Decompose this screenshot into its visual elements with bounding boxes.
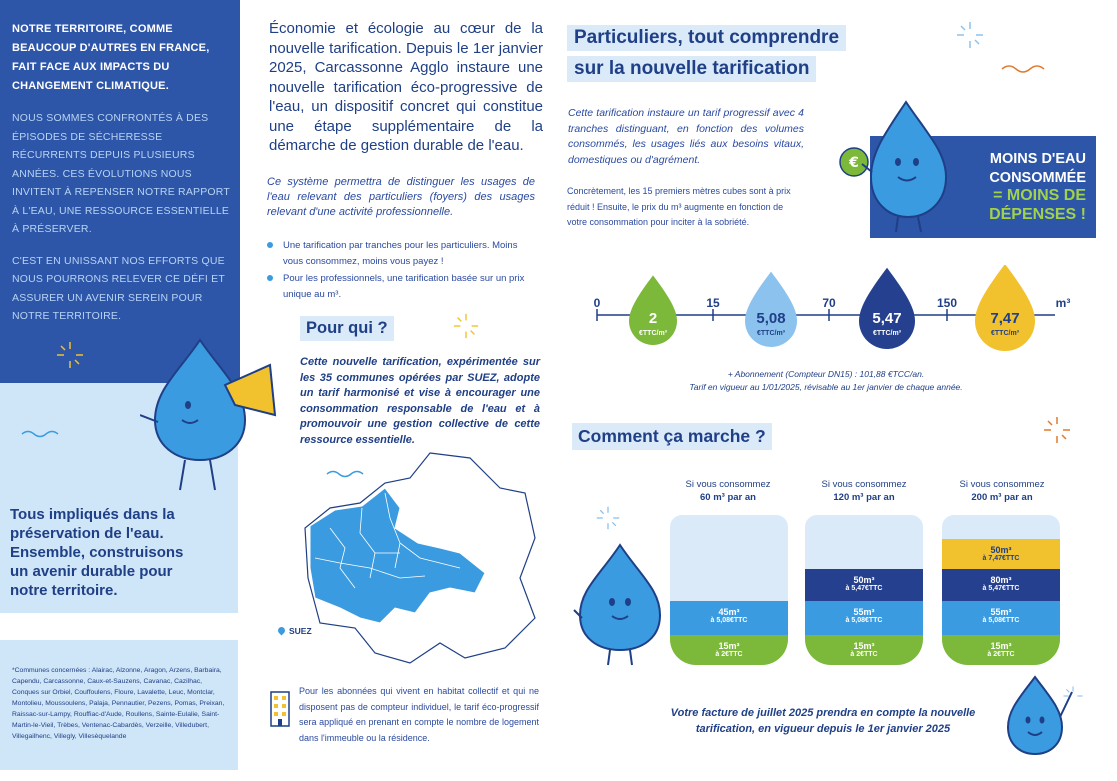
banner-line3: = MOINS DE	[993, 187, 1086, 204]
sparkle-icon	[1062, 685, 1084, 707]
tier-unit: €TTC/m³	[757, 330, 785, 337]
tank-layer-volume: 45m³	[718, 607, 740, 617]
tank-heading-200	[937, 478, 1067, 504]
scale-tick-label: 15	[706, 296, 720, 310]
particuliers-title	[567, 25, 846, 87]
tank-layer	[942, 601, 1060, 635]
left-intro-panel	[0, 0, 240, 383]
suez-label-text: SUEZ	[289, 626, 312, 636]
scale-note	[596, 368, 1056, 394]
tank-layer	[805, 601, 923, 635]
sparkle-icon	[595, 505, 621, 531]
price-scale	[585, 265, 1085, 375]
sparkle-icon	[452, 312, 480, 340]
tank-layer-volume: 50m³	[853, 575, 875, 585]
tank-layer-price: à 5,47€TTC	[982, 585, 1020, 592]
drop-mascot-illustration	[570, 540, 670, 670]
tier-unit: €TTC/m³	[873, 330, 901, 337]
tank-heading-60	[663, 478, 793, 504]
tank-layer-volume: 50m³	[990, 545, 1012, 555]
tank-layer-price: à 2€TTC	[715, 651, 743, 658]
headline: Économie et écologie au cœur de la nouvelle tarification. Depuis le 1er janvier 2025, Carcassonne Agglo instaure une nouvelle tarification éco-progressive de l'eau, un dispositif concret qui constitue une étape supplémentaire de la démarche de gestion durable de l'eau.	[269, 20, 543, 154]
tank-heading-line1: Si vous consommez	[959, 479, 1045, 490]
tank-120	[805, 515, 923, 665]
tank-layer-volume: 80m³	[990, 575, 1012, 585]
communes-panel	[0, 640, 238, 770]
drought-paragraph: NOUS SOMMES CONFRONTÉS À DES ÉPISODES DE SÉCHERESSE RÉCURRENTS DEPUIS PLUSIEURS ANNÉES. CES ÉVOLUTIONS NOUS INVITENT À REPENSER NOTRE RAPPORT À L'EAU, UNE RESSOURCE ESSENTIELLE À PRÉSERVER.	[12, 112, 230, 235]
territory-map	[300, 448, 540, 666]
tank-layer-volume: 15m³	[718, 641, 740, 651]
concretely-text: Concrètement, les 15 premiers mètres cubes sont à prix réduit ! Ensuite, le prix du m³ augmente en fonction de votre consommation pour inciter à la sobriété.	[567, 186, 791, 227]
tank-layer-price: à 5,08€TTC	[845, 617, 883, 624]
building-icon	[268, 688, 292, 728]
bullet-professionnels: Pour les professionnels, une tarification basée sur un prix unique au m³.	[265, 271, 540, 302]
tank-heading-line1: Si vous consommez	[821, 479, 907, 490]
tank-layer	[942, 635, 1060, 665]
pour-qui-text: Cette nouvelle tarification, expérimentée sur les 35 communes opérées par SUEZ, adopte un tarif harmonisé et vise à encourager une consommation responsable de l'eau et à promouvoir une gestion collective de cette ressource essentielle.	[300, 356, 540, 446]
intro-heading: NOTRE TERRITOIRE, COMME BEAUCOUP D'AUTRES EN FRANCE, FAIT FACE AUX IMPACTS DU CHANGEMENT CLIMATIQUE.	[12, 23, 210, 92]
tier-drop	[975, 265, 1035, 351]
tank-layer-price: à 5,08€TTC	[710, 617, 748, 624]
tank-60	[670, 515, 788, 665]
sparkle-icon	[955, 20, 985, 50]
tank-layer-price: à 7,47€TTC	[982, 555, 1020, 562]
abonnement-note: + Abonnement (Compteur DN15) : 101,88 €TCC/an.	[727, 369, 925, 379]
progressive-tariff-text: Cette tarification instaure un tarif progressif avec 4 tranches distinguant, en fonction des volumes consommés, les usages liés aux besoins vitaux, domestiques ou d'agrément.	[568, 107, 804, 166]
tier-unit: €TTC/m³	[639, 330, 667, 337]
comment-ca-marche-title: Comment ça marche ?	[572, 423, 772, 450]
svg-text:€: €	[849, 155, 859, 171]
banner-line2: CONSOMMÉE	[989, 169, 1086, 186]
pour-qui-title: Pour qui ?	[300, 316, 394, 341]
scale-tick-label: 70	[822, 296, 836, 310]
sparkle-icon	[55, 340, 85, 370]
suez-legend	[278, 626, 312, 636]
banner-text	[989, 150, 1086, 224]
invoice-note: Votre facture de juillet 2025 prendra en compte la nouvelle tarification, en vigueur depuis le 1er janvier 2025	[670, 707, 976, 735]
banner-line4: DÉPENSES !	[989, 205, 1086, 223]
wave-icon	[20, 428, 60, 438]
tank-layer	[942, 539, 1060, 569]
communes-list: *Communes concernées : Alairac, Alzonne, Aragon, Arzens, Barbaira, Capendu, Carcassonne, Caux-et-Sauzens, Cavanac, Cazilhac, Conques sur Orbiel, Couffoulens, Floure, Lavalette, Leuc, Montclar, Montolieu, Moussoulens, Palaja, Pennautier, Pezens, Pomas, Preixan, Raissac-sur-Lampy, Rouffiac-d'Aude, Roullens, Sainte-Eulalie, Saint-Martin-le-Vieil, Trèbes, Ventenac-Cabardès, Verzeille, Villedubert, Villegailhenc, Villegly, Villesèquelande	[12, 667, 225, 740]
tarification-bullets	[265, 238, 540, 304]
tank-layer-price: à 2€TTC	[987, 651, 1015, 658]
tank-layer	[670, 635, 788, 665]
banner-line1: MOINS D'EAU	[989, 151, 1086, 167]
tank-layer	[670, 601, 788, 635]
tank-layer-price: à 2€TTC	[850, 651, 878, 658]
tier-price: 5,47	[872, 310, 902, 327]
tank-heading-line2: 120 m³ par an	[833, 492, 895, 503]
tank-heading-120	[799, 478, 929, 504]
tank-heading-line1: Si vous consommez	[685, 479, 771, 490]
sparkle-icon	[1042, 415, 1072, 445]
tank-layer-volume: 15m³	[990, 641, 1012, 651]
tarif-note: Tarif en vigueur au 1/01/2025, révisable au 1er janvier de chaque année.	[689, 382, 963, 392]
tank-layer-volume: 55m³	[853, 607, 875, 617]
tank-layer-volume: 55m³	[990, 607, 1012, 617]
slogan: Tous impliqués dans la préservation de l'eau. Ensemble, construisons un avenir durable pour notre territoire.	[10, 506, 184, 599]
tank-heading-line2: 200 m³ par an	[971, 492, 1033, 503]
usage-explanation: Ce système permettra de distinguer les usages de l'eau relevant des particuliers (foyers) des usages relevant d'une activité professionnelle.	[267, 176, 535, 218]
collectif-note: Pour les abonnées qui vivent en habitat collectif et qui ne disposent pas de compteur individuel, le tarif éco-progressif sera appliqué en prenant en compte le nombre de logement dans l'immeuble ou la résidence.	[299, 686, 539, 743]
tank-layer-price: à 5,47€TTC	[845, 585, 883, 592]
tank-layer	[942, 569, 1060, 601]
particuliers-title-line2: sur la nouvelle tarification	[567, 56, 816, 82]
effort-paragraph: C'EST EN UNISSANT NOS EFFORTS QUE NOUS POURRONS RELEVER CE DÉFI ET ASSURER UN AVENIR SEREIN POUR NOTRE TERRITOIRE.	[12, 254, 225, 322]
tier-price: 7,47	[990, 310, 1020, 327]
tank-layer-price: à 5,08€TTC	[982, 617, 1020, 624]
tier-unit: €TTC/m³	[991, 330, 1019, 337]
tier-price: 2	[648, 310, 658, 327]
coin-mascot-illustration	[826, 92, 976, 242]
scale-tick-label: m³	[1055, 296, 1071, 310]
megaphone-mascot-illustration	[140, 330, 290, 500]
scale-tick-label: 150	[936, 296, 958, 310]
tank-layer	[805, 569, 923, 601]
tank-layer-volume: 15m³	[853, 641, 875, 651]
tier-price: 5,08	[756, 310, 786, 327]
particuliers-title-line1: Particuliers, tout comprendre	[567, 25, 846, 51]
scale-tick-label: 0	[593, 296, 601, 310]
tank-heading-line2: 60 m³ par an	[700, 492, 756, 503]
bullet-particuliers: Une tarification par tranches pour les particuliers. Moins vous consommez, moins vous payez !	[265, 238, 540, 269]
tank-layer	[805, 635, 923, 665]
wave-icon	[1000, 62, 1050, 74]
tank-200	[942, 515, 1060, 665]
